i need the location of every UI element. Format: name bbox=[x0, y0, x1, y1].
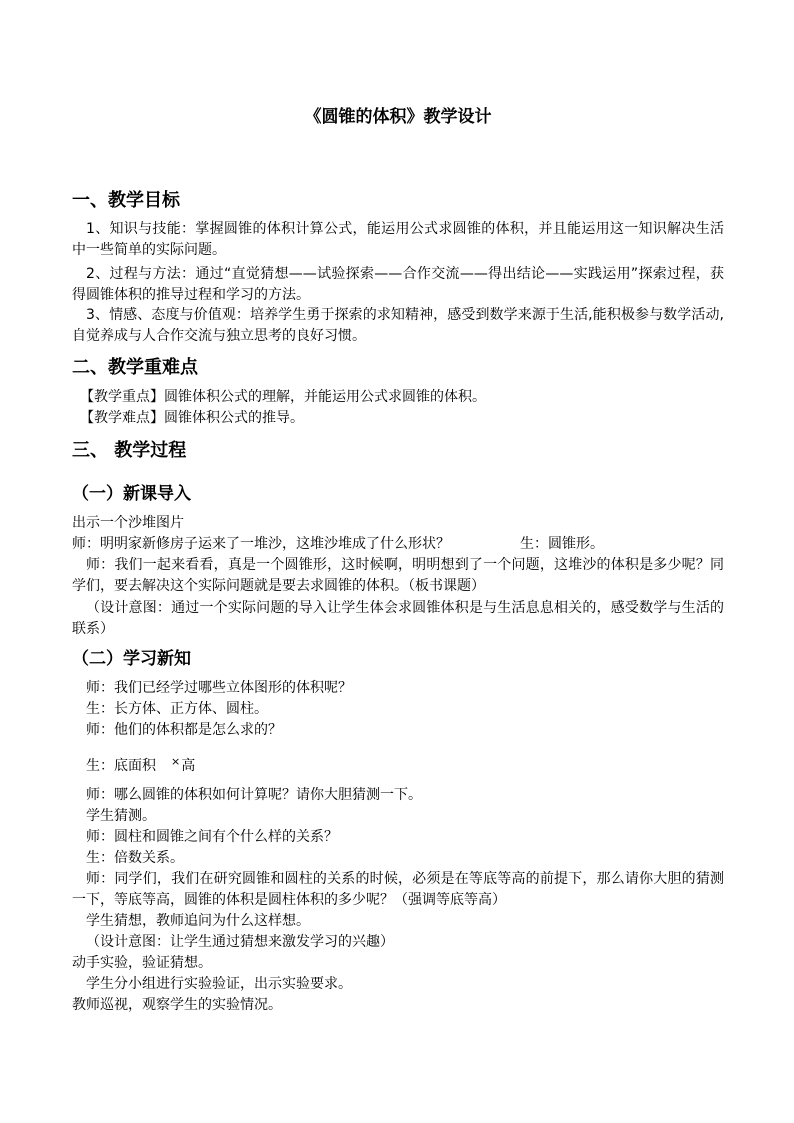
dialog-line: 师：哪么圆锥的体积如何计算呢？请你大胆猜测一下。 bbox=[86, 787, 422, 803]
subsection-heading-new-knowledge: （二）学习新知 bbox=[72, 649, 191, 669]
dialog-line: 教师巡视，观察学生的实验情况。 bbox=[72, 997, 282, 1013]
dialog-line: 生：长方体、正方体、圆柱。 bbox=[86, 701, 268, 717]
teacher-question: 师：明明家新修房子运来了一堆沙，这堆沙堆成了什么形状？ bbox=[72, 536, 450, 552]
show-picture-line: 出示一个沙堆图片 bbox=[72, 515, 184, 531]
teacher-paragraph: 师：我们一起来看看，真是一个圆锥形，这时候啊，明明想到了一个问题，这堆沙的体积是多少呢？同学们，要去解决这个实际问题就是要去求圆锥的体积。（板书课题） bbox=[72, 557, 724, 594]
dialog-line: 动手实验，验证猜想。 bbox=[72, 955, 212, 971]
dialog-line: 师：他们的体积都是怎么求的？ bbox=[86, 722, 282, 738]
formula-answer-line bbox=[72, 751, 195, 777]
dialog-line: 生：倍数关系。 bbox=[86, 850, 184, 866]
answer-prefix: 生：底面积 bbox=[86, 758, 156, 774]
objective-item-3: 3、情感、态度与价值观：培养学生勇于探索的求知精神，感受到数学来源于生活,能积极参与数学活动,自觉养成与人合作交流与独立思考的良好习惯。 bbox=[72, 307, 724, 344]
dialog-line: 学生猜测。 bbox=[86, 808, 156, 824]
answer-suffix: 高 bbox=[181, 758, 196, 774]
design-intent-1: （设计意图：通过一个实际问题的导入让学生体会求圆锥体积是与生活息息相关的，感受数学与生活的联系） bbox=[72, 600, 724, 637]
section-heading-process: 三、 教学过程 bbox=[72, 440, 187, 461]
times-symbol: × bbox=[171, 755, 181, 768]
difficult-point: 【教学难点】圆锥体积公式的推导。 bbox=[80, 410, 304, 426]
teacher-question-line bbox=[72, 534, 604, 555]
objective-item-1: 1、知识与技能：掌握圆锥的体积计算公式，能运用公式求圆锥的体积，并且能运用这一知识解决生活中一些简单的实际问题。 bbox=[72, 221, 724, 258]
dialog-line: 学生分小组进行实验验证，出示实验要求。 bbox=[86, 976, 352, 992]
dialog-line: 师：我们已经学过哪些立体图形的体积呢？ bbox=[86, 680, 352, 696]
teacher-long-paragraph: 师：同学们，我们在研究圆锥和圆柱的关系的时候，必须是在等底等高的前提下，那么请你大胆的猜测一下，等底等高，圆锥的体积是圆柱体积的多少呢？（强调等底等高） bbox=[72, 871, 724, 908]
dialog-line: 师：圆柱和圆锥之间有个什么样的关系？ bbox=[86, 829, 338, 845]
subsection-heading-intro: （一）新课导入 bbox=[72, 484, 191, 504]
student-answer: 生：圆锥形。 bbox=[520, 536, 604, 552]
section-heading-key-points: 二、教学重难点 bbox=[72, 357, 198, 378]
design-intent-2: （设计意图：让学生通过猜想来激发学习的兴趣） bbox=[86, 934, 394, 950]
dialog-line: 学生猜想，教师追问为什么这样想。 bbox=[86, 913, 310, 929]
objective-item-2: 2、过程与方法：通过“直觉猜想——试验探索——合作交流——得出结论——实践运用”探索过程，获得圆锥体积的推导过程和学习的方法。 bbox=[72, 266, 724, 303]
key-point: 【教学重点】圆锥体积公式的理解，并能运用公式求圆锥的体积。 bbox=[80, 389, 486, 405]
document-title: 《圆锥的体积》教学设计 bbox=[304, 107, 492, 127]
section-heading-objectives: 一、教学目标 bbox=[72, 190, 180, 211]
